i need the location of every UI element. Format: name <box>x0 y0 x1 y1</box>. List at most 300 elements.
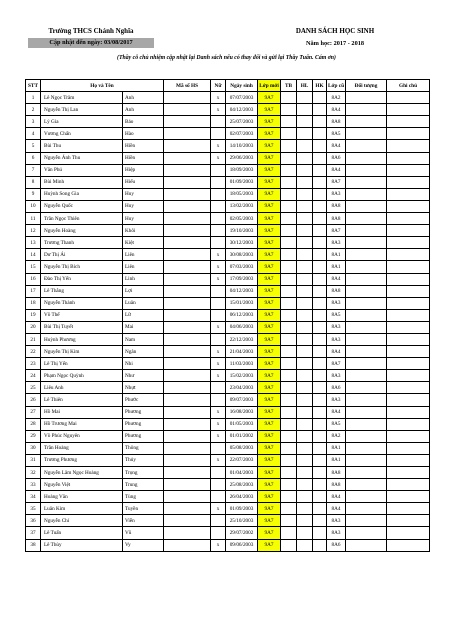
cell-old-class: 8A3 <box>327 188 346 200</box>
cell-first-name: Phương <box>123 418 164 430</box>
cell-last-name: Lý Gia <box>41 116 123 128</box>
cell-tb <box>281 491 297 503</box>
cell-old-class: 8A5 <box>327 418 346 430</box>
cell-old-class: 8A3 <box>327 370 346 382</box>
cell-dob: 02/07/2003 <box>226 128 258 140</box>
cell-stt: 38 <box>26 539 41 551</box>
cell-notes <box>387 200 430 212</box>
cell-hk <box>313 503 327 515</box>
cell-student-id <box>164 539 211 551</box>
cell-last-name: Nguyễn Chí <box>41 515 123 527</box>
cell-student-id <box>164 418 211 430</box>
cell-old-class: 8A5 <box>327 309 346 321</box>
cell-last-name: Bùi Minh <box>41 176 123 188</box>
cell-stt: 20 <box>26 321 41 333</box>
cell-old-class: 8A3 <box>327 515 346 527</box>
cell-female: x <box>211 406 226 418</box>
cell-old-class: 8A8 <box>327 285 346 297</box>
cell-stt: 25 <box>26 382 41 394</box>
cell-notes <box>387 176 430 188</box>
cell-category <box>346 188 387 200</box>
cell-student-id <box>164 200 211 212</box>
cell-tb <box>281 358 297 370</box>
cell-notes <box>387 467 430 479</box>
col-header-old-class: Lớp cũ <box>327 80 346 92</box>
cell-category <box>346 406 387 418</box>
cell-student-id <box>164 152 211 164</box>
cell-hl <box>297 333 313 345</box>
cell-hl <box>297 92 313 104</box>
table-row <box>26 321 430 333</box>
cell-tb <box>281 92 297 104</box>
cell-hl <box>297 503 313 515</box>
cell-stt: 12 <box>26 225 41 237</box>
cell-notes <box>387 309 430 321</box>
cell-hl <box>297 539 313 551</box>
table-row <box>26 309 430 321</box>
cell-female <box>211 479 226 491</box>
cell-hk <box>313 309 327 321</box>
cell-category <box>346 358 387 370</box>
school-name: Trường THCS Chánh Nghĩa <box>48 27 134 35</box>
cell-new-class: 9A7 <box>258 333 281 345</box>
cell-first-name: Tuyền <box>123 503 164 515</box>
cell-notes <box>387 333 430 345</box>
cell-hl <box>297 188 313 200</box>
cell-hk <box>313 479 327 491</box>
cell-dob: 14/10/2003 <box>226 140 258 152</box>
table-row <box>26 479 430 491</box>
cell-hk <box>313 370 327 382</box>
cell-hk <box>313 237 327 249</box>
cell-last-name: Hồ Trương Mai <box>41 418 123 430</box>
cell-student-id <box>164 358 211 370</box>
cell-tb <box>281 249 297 261</box>
cell-category <box>346 309 387 321</box>
cell-dob: 30/08/2003 <box>226 249 258 261</box>
cell-notes <box>387 418 430 430</box>
cell-first-name: Huy <box>123 188 164 200</box>
cell-student-id <box>164 515 211 527</box>
table-row <box>26 200 430 212</box>
cell-old-class: 8A6 <box>327 539 346 551</box>
cell-first-name: Lữ <box>123 309 164 321</box>
cell-hk <box>313 213 327 225</box>
cell-notes <box>387 382 430 394</box>
cell-last-name: Trần Hoàng <box>41 442 123 454</box>
cell-female: x <box>211 346 226 358</box>
cell-first-name: Hiệp <box>123 164 164 176</box>
cell-student-id <box>164 333 211 345</box>
cell-student-id <box>164 176 211 188</box>
cell-notes <box>387 104 430 116</box>
cell-category <box>346 515 387 527</box>
cell-notes <box>387 116 430 128</box>
cell-hl <box>297 164 313 176</box>
cell-student-id <box>164 249 211 261</box>
cell-last-name: Nguyễn Thị Bích <box>41 261 123 273</box>
cell-hl <box>297 309 313 321</box>
cell-old-class: 8A7 <box>327 225 346 237</box>
cell-last-name: Phạm Ngọc Quỳnh <box>41 370 123 382</box>
cell-stt: 22 <box>26 346 41 358</box>
cell-student-id <box>164 321 211 333</box>
cell-hl <box>297 237 313 249</box>
cell-category <box>346 176 387 188</box>
cell-notes <box>387 358 430 370</box>
cell-female <box>211 164 226 176</box>
cell-old-class: 8A3 <box>327 394 346 406</box>
cell-hk <box>313 527 327 539</box>
cell-hl <box>297 382 313 394</box>
cell-student-id <box>164 406 211 418</box>
cell-tb <box>281 503 297 515</box>
cell-old-class: 8A4 <box>327 140 346 152</box>
table-row <box>26 297 430 309</box>
cell-new-class: 9A7 <box>258 418 281 430</box>
cell-tb <box>281 128 297 140</box>
cell-last-name: Huỳnh Phương <box>41 333 123 345</box>
cell-old-class: 8A4 <box>327 491 346 503</box>
cell-stt: 19 <box>26 309 41 321</box>
cell-new-class: 9A7 <box>258 128 281 140</box>
cell-student-id <box>164 370 211 382</box>
cell-category <box>346 104 387 116</box>
cell-dob: 11/03/2003 <box>226 358 258 370</box>
cell-hk <box>313 539 327 551</box>
cell-hl <box>297 370 313 382</box>
cell-female <box>211 188 226 200</box>
table-row <box>26 285 430 297</box>
cell-student-id <box>164 164 211 176</box>
table-row <box>26 430 430 442</box>
cell-student-id <box>164 116 211 128</box>
cell-new-class: 9A7 <box>258 249 281 261</box>
cell-dob: 15/01/2003 <box>226 297 258 309</box>
cell-category <box>346 370 387 382</box>
cell-hl <box>297 176 313 188</box>
cell-new-class: 9A7 <box>258 321 281 333</box>
cell-tb <box>281 116 297 128</box>
cell-last-name: Lê Thùy <box>41 539 123 551</box>
cell-hl <box>297 321 313 333</box>
cell-first-name: Phước <box>123 394 164 406</box>
cell-tb <box>281 309 297 321</box>
cell-category <box>346 92 387 104</box>
cell-female <box>211 225 226 237</box>
col-header-hk: HK <box>313 80 327 92</box>
table-row <box>26 104 430 116</box>
cell-hl <box>297 140 313 152</box>
cell-first-name: Anh <box>123 92 164 104</box>
cell-hk <box>313 515 327 527</box>
cell-new-class: 9A7 <box>258 515 281 527</box>
table-row <box>26 164 430 176</box>
cell-student-id <box>164 92 211 104</box>
cell-stt: 4 <box>26 128 41 140</box>
cell-first-name: Tùng <box>123 491 164 503</box>
cell-notes <box>387 321 430 333</box>
cell-hl <box>297 116 313 128</box>
cell-dob: 07/07/2003 <box>226 92 258 104</box>
cell-new-class: 9A7 <box>258 261 281 273</box>
cell-female <box>211 237 226 249</box>
cell-first-name: Phương <box>123 430 164 442</box>
cell-hk <box>313 406 327 418</box>
cell-hl <box>297 491 313 503</box>
cell-stt: 36 <box>26 515 41 527</box>
cell-female <box>211 333 226 345</box>
table-row <box>26 140 430 152</box>
cell-dob: 01/09/2003 <box>226 503 258 515</box>
cell-new-class: 9A7 <box>258 309 281 321</box>
col-header-student-id: Mã số HS <box>164 80 211 92</box>
cell-last-name: Lê Thiên <box>41 394 123 406</box>
cell-new-class: 9A7 <box>258 503 281 515</box>
student-list-table <box>25 79 430 552</box>
cell-last-name: Võ Phúc Nguyên <box>41 430 123 442</box>
cell-tb <box>281 406 297 418</box>
cell-new-class: 9A7 <box>258 164 281 176</box>
cell-new-class: 9A7 <box>258 539 281 551</box>
cell-old-class: 8A2 <box>327 430 346 442</box>
cell-last-name: Bùi Thị Tuyết <box>41 321 123 333</box>
cell-dob: 19/10/2003 <box>226 225 258 237</box>
cell-dob: 04/06/2003 <box>226 321 258 333</box>
cell-first-name: Như <box>123 370 164 382</box>
cell-category <box>346 454 387 466</box>
cell-student-id <box>164 394 211 406</box>
cell-category <box>346 479 387 491</box>
cell-first-name: Mai <box>123 321 164 333</box>
cell-hl <box>297 467 313 479</box>
cell-last-name: Trần Ngọc Thiên <box>41 213 123 225</box>
cell-last-name: Nguyễn Thị Kim <box>41 346 123 358</box>
cell-notes <box>387 479 430 491</box>
cell-female <box>211 200 226 212</box>
cell-first-name: Trọng <box>123 467 164 479</box>
cell-category <box>346 164 387 176</box>
cell-hl <box>297 273 313 285</box>
cell-dob: 05/08/2003 <box>226 442 258 454</box>
cell-student-id <box>164 467 211 479</box>
cell-female: x <box>211 321 226 333</box>
cell-student-id <box>164 297 211 309</box>
table-row <box>26 406 430 418</box>
school-year: Năm học: 2017 - 2018 <box>305 40 365 47</box>
cell-last-name: Nguyễn Hoàng <box>41 225 123 237</box>
cell-stt: 5 <box>26 140 41 152</box>
cell-hl <box>297 358 313 370</box>
cell-old-class: 8A4 <box>327 273 346 285</box>
cell-female <box>211 382 226 394</box>
cell-tb <box>281 346 297 358</box>
cell-female: x <box>211 261 226 273</box>
table-row <box>26 249 430 261</box>
cell-hl <box>297 527 313 539</box>
cell-tb <box>281 237 297 249</box>
cell-student-id <box>164 237 211 249</box>
cell-old-class: 8A3 <box>327 333 346 345</box>
table-row <box>26 261 430 273</box>
cell-dob: 09/07/2003 <box>226 394 258 406</box>
cell-hl <box>297 225 313 237</box>
table-row <box>26 382 430 394</box>
cell-dob: 07/03/2003 <box>226 261 258 273</box>
cell-female <box>211 442 226 454</box>
cell-tb <box>281 164 297 176</box>
cell-dob: 02/05/2003 <box>226 213 258 225</box>
cell-dob: 30/12/2003 <box>226 237 258 249</box>
cell-hl <box>297 152 313 164</box>
cell-first-name: Hiền <box>123 140 164 152</box>
cell-notes <box>387 249 430 261</box>
cell-female: x <box>211 249 226 261</box>
cell-last-name: Hoàng Văn <box>41 491 123 503</box>
header-left <box>28 27 154 48</box>
table-row <box>26 176 430 188</box>
cell-new-class: 9A7 <box>258 442 281 454</box>
cell-notes <box>387 128 430 140</box>
cell-first-name: Liên <box>123 249 164 261</box>
cell-old-class: 8A7 <box>327 176 346 188</box>
cell-notes <box>387 273 430 285</box>
cell-category <box>346 467 387 479</box>
cell-notes <box>387 370 430 382</box>
cell-hl <box>297 479 313 491</box>
cell-category <box>346 261 387 273</box>
cell-notes <box>387 164 430 176</box>
cell-female <box>211 297 226 309</box>
cell-tb <box>281 152 297 164</box>
cell-first-name: Viễn <box>123 515 164 527</box>
cell-hl <box>297 104 313 116</box>
cell-tb <box>281 527 297 539</box>
cell-student-id <box>164 491 211 503</box>
cell-notes <box>387 515 430 527</box>
cell-student-id <box>164 382 211 394</box>
cell-hl <box>297 394 313 406</box>
table-row <box>26 515 430 527</box>
cell-notes <box>387 213 430 225</box>
cell-student-id <box>164 128 211 140</box>
cell-old-class: 8A3 <box>327 297 346 309</box>
cell-notes <box>387 261 430 273</box>
cell-last-name: Nguyễn Việt <box>41 479 123 491</box>
table-row <box>26 539 430 551</box>
cell-new-class: 9A7 <box>258 116 281 128</box>
cell-category <box>346 237 387 249</box>
cell-notes <box>387 237 430 249</box>
cell-stt: 21 <box>26 333 41 345</box>
cell-last-name: Văn Phú <box>41 164 123 176</box>
cell-stt: 18 <box>26 297 41 309</box>
cell-category <box>346 273 387 285</box>
cell-stt: 9 <box>26 188 41 200</box>
cell-female: x <box>211 370 226 382</box>
cell-category <box>346 225 387 237</box>
cell-student-id <box>164 454 211 466</box>
cell-hl <box>297 454 313 466</box>
cell-dob: 04/12/2003 <box>226 104 258 116</box>
cell-tb <box>281 321 297 333</box>
cell-student-id <box>164 527 211 539</box>
cell-last-name: Nguyễn Quốc <box>41 200 123 212</box>
cell-category <box>346 527 387 539</box>
cell-category <box>346 442 387 454</box>
cell-hk <box>313 442 327 454</box>
cell-female <box>211 394 226 406</box>
cell-tb <box>281 515 297 527</box>
cell-notes <box>387 225 430 237</box>
cell-hk <box>313 176 327 188</box>
cell-dob: 29/07/2002 <box>226 527 258 539</box>
cell-notes <box>387 539 430 551</box>
cell-tb <box>281 261 297 273</box>
cell-first-name: Lợi <box>123 285 164 297</box>
cell-category <box>346 285 387 297</box>
cell-last-name: Luân Kim <box>41 503 123 515</box>
cell-old-class: 8A8 <box>327 200 346 212</box>
cell-notes <box>387 346 430 358</box>
cell-female: x <box>211 539 226 551</box>
cell-new-class: 9A7 <box>258 188 281 200</box>
cell-dob: 01/04/2003 <box>226 467 258 479</box>
cell-last-name: Lê Thị Yến <box>41 358 123 370</box>
cell-female <box>211 176 226 188</box>
cell-last-name: Lê Ngọc Trâm <box>41 92 123 104</box>
cell-dob: 29/06/2003 <box>226 152 258 164</box>
cell-old-class: 8A6 <box>327 152 346 164</box>
cell-tb <box>281 467 297 479</box>
cell-hl <box>297 200 313 212</box>
cell-new-class: 9A7 <box>258 479 281 491</box>
table-row <box>26 370 430 382</box>
cell-tb <box>281 430 297 442</box>
cell-hk <box>313 140 327 152</box>
cell-first-name: Phương <box>123 406 164 418</box>
cell-first-name: Ngân <box>123 346 164 358</box>
cell-stt: 15 <box>26 261 41 273</box>
cell-stt: 37 <box>26 527 41 539</box>
cell-notes <box>387 430 430 442</box>
col-header-female: Nữ <box>211 80 226 92</box>
cell-hk <box>313 225 327 237</box>
cell-female: x <box>211 92 226 104</box>
cell-old-class: 8A1 <box>327 454 346 466</box>
table-row <box>26 503 430 515</box>
cell-hk <box>313 297 327 309</box>
cell-notes <box>387 503 430 515</box>
cell-stt: 11 <box>26 213 41 225</box>
cell-female <box>211 285 226 297</box>
cell-hk <box>313 261 327 273</box>
table-row <box>26 128 430 140</box>
cell-first-name: Vy <box>123 539 164 551</box>
table-row <box>26 491 430 503</box>
cell-hk <box>313 152 327 164</box>
cell-hk <box>313 394 327 406</box>
cell-female <box>211 309 226 321</box>
cell-hk <box>313 104 327 116</box>
cell-new-class: 9A7 <box>258 104 281 116</box>
cell-first-name: Nam <box>123 333 164 345</box>
cell-stt: 17 <box>26 285 41 297</box>
cell-last-name: Nguyễn Ánh Thu <box>41 152 123 164</box>
cell-dob: 22/12/2003 <box>226 333 258 345</box>
cell-first-name: Anh <box>123 104 164 116</box>
cell-last-name: Liêu Anh <box>41 382 123 394</box>
